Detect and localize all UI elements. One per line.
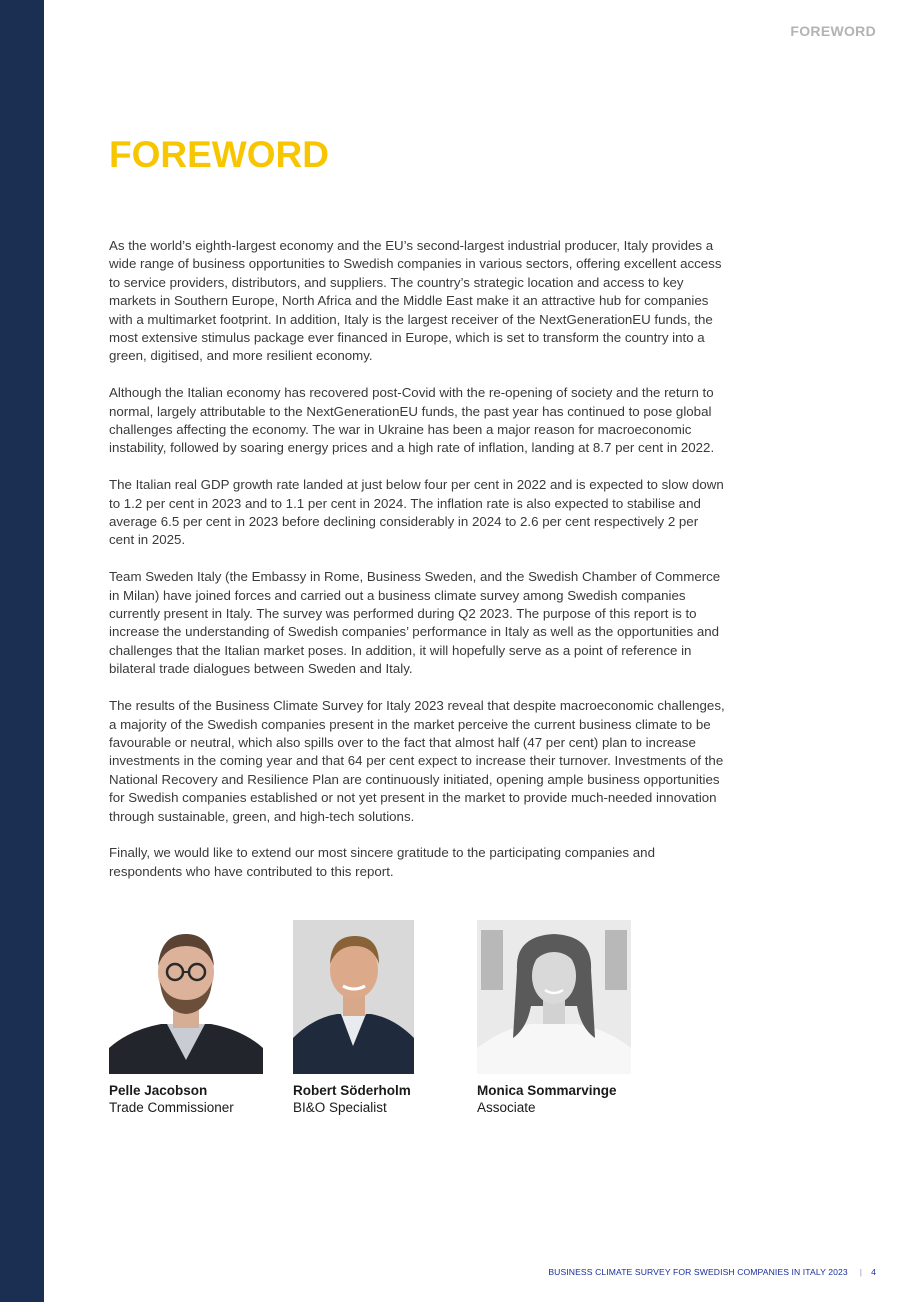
paragraph: As the world’s eighth-largest economy and the EU’s second-largest industrial producer, Italy provides a wide range of business opportunities to Swedish companies in various sectors, offering excellent access to service providers, distributors, and suppliers. The country’s strategic location and access to key markets in Southern Europe, North Africa and the Middle East make it an attractive hub for companies with a multimarket footprint. In addition, Italy is the largest receiver of the NextGenerationEU funds, the most extensive stimulus package ever financed in Europe, which is set to transform the country into a green, digitised, and more resilient economy. — [109, 238, 722, 364]
page-number: 4 — [871, 1267, 876, 1277]
paragraph: Team Sweden Italy (the Embassy in Rome, Business Sweden, and the Swedish Chamber of Commerce in Milan) have joined forces and carried out a business climate survey among Swedish companies currently present in Italy. The survey was performed during Q2 2023. The purpose of this report is to increase the understanding of Swedish companies’ performance in Italy as well as the opportunities and challenges that the Italian market poses. In addition, it will hopefully serve as a point of reference in bilateral trade dialogues between Sweden and Italy. — [109, 569, 721, 677]
paragraph: The results of the Business Climate Survey for Italy 2023 reveal that despite macroeconomic challenges, a majority of the Swedish companies present in the market perceive the current business climate to be favourable or neutral, which also spills over to the fact that almost half (47 per cent) plan to increase investments in the coming year and that 64 per cent expect to increase their turnover. Investments of the National Recovery and Resilience Plan are continuously initiated, opening ample business opportunities for Swedish companies established or not yet present in the market to provide much-needed innovation through sustainable, green, and high-tech solutions. — [109, 698, 725, 824]
footer-report-title: BUSINESS CLIMATE SURVEY FOR SWEDISH COMPANIES IN ITALY 2023 — [548, 1267, 848, 1277]
side-bar — [0, 0, 44, 1302]
running-header: FOREWORD — [790, 23, 876, 39]
page-title: FOREWORD — [109, 134, 329, 175]
page-footer — [548, 1267, 876, 1277]
person-role: Associate — [477, 1100, 536, 1115]
person-name: Robert Söderholm — [293, 1083, 411, 1098]
body-text — [109, 237, 725, 900]
person-role: Trade Commissioner — [109, 1100, 234, 1115]
person-photo — [293, 920, 414, 1074]
person-card — [293, 920, 414, 1115]
person-photo — [477, 920, 631, 1074]
person-name: Monica Sommarvinge — [477, 1083, 617, 1098]
person-name: Pelle Jacobson — [109, 1083, 208, 1098]
person-photo — [109, 920, 263, 1074]
footer-separator: | — [859, 1267, 863, 1277]
person-card — [477, 920, 631, 1115]
paragraph: The Italian real GDP growth rate landed at just below four per cent in 2022 and is expected to slow down to 1.2 per cent in 2023 and to 1.1 per cent in 2024. The inflation rate is also expected to stabilise and average 6.5 per cent in 2023 before declining considerably in 2024 to 2.6 per cent respectively 2 per cent in 2025. — [109, 477, 724, 548]
paragraph: Although the Italian economy has recovered post-Covid with the re-opening of society and the return to normal, largely attributable to the NextGenerationEU funds, the past year has continued to pose global challenges affecting the economy. The war in Ukraine has been a major reason for macroeconomic instability, followed by soaring energy prices and a high rate of inflation, landing at 8.7 per cent in 2022. — [109, 385, 715, 456]
person-role: BI&O Specialist — [293, 1100, 387, 1115]
paragraph: Finally, we would like to extend our most sincere gratitude to the participating companies and respondents who have contributed to this report. — [109, 845, 655, 879]
person-card — [109, 920, 263, 1115]
